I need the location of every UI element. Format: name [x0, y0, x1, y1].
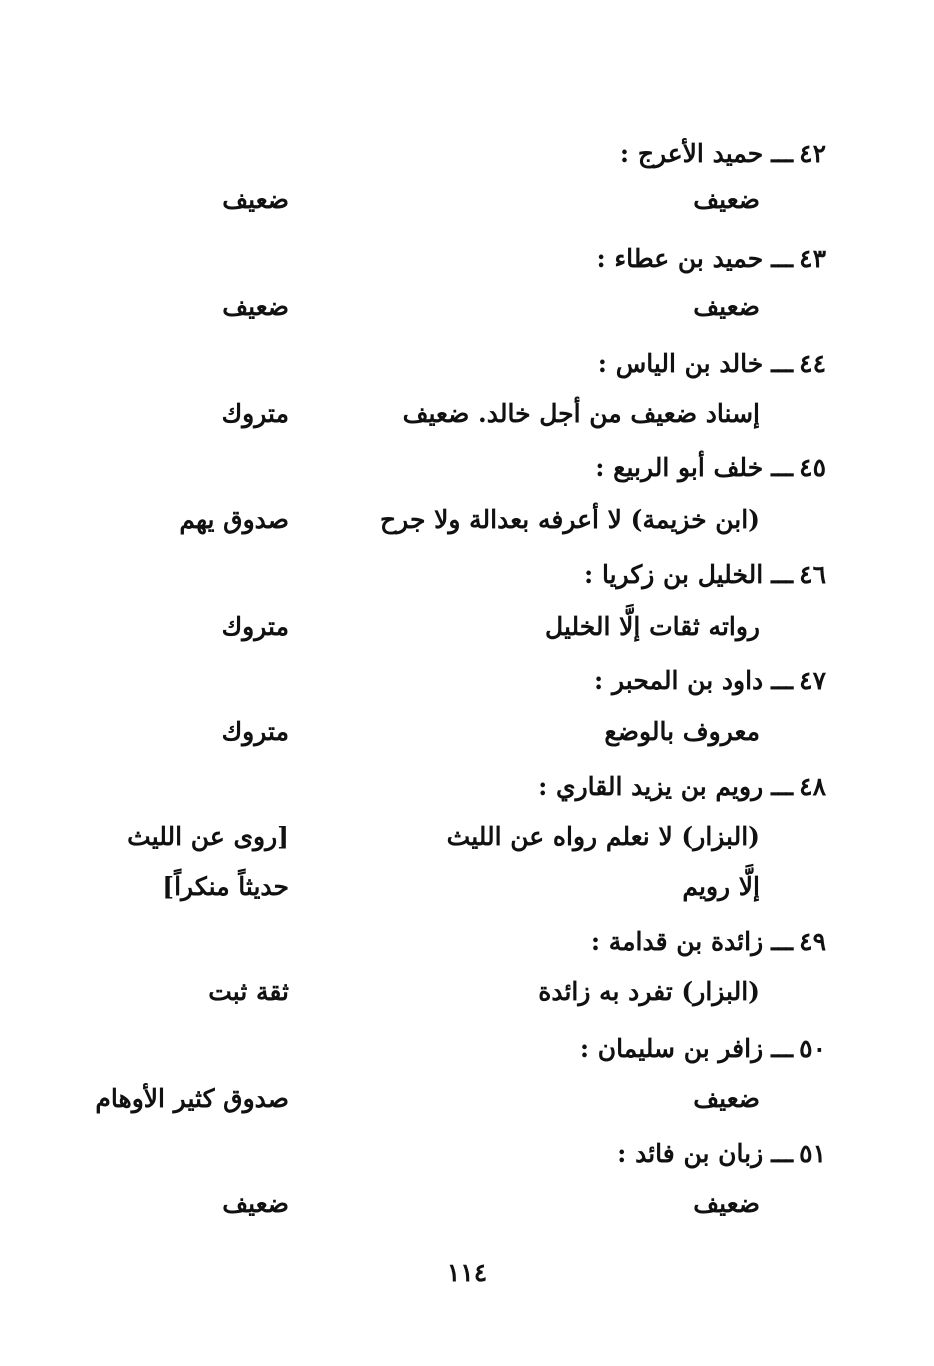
entry-comment: (البزار) تفرد به زائدة: [538, 977, 760, 1006]
entry-number: ٤٦: [799, 560, 826, 589]
entry-comment: ضعيف: [693, 1189, 760, 1218]
entry-comment: رواته ثقات إلَّا الخليل: [545, 612, 760, 641]
narrator-name: خلف أبو الربيع :: [595, 453, 764, 482]
entry-dash: ـــ: [771, 1034, 794, 1063]
entry-number: ٤٨: [799, 772, 826, 801]
entry-number: ٤٩: [799, 927, 826, 956]
entry-comment: (البزار) لا نعلم رواه عن الليث: [446, 822, 760, 851]
entry-dash: ـــ: [771, 927, 794, 956]
entry-heading: [598, 347, 826, 381]
entry-verdict: ضعيف: [222, 185, 289, 214]
entry-verdict: متروك: [221, 399, 289, 428]
entry-comment: ضعيف: [693, 292, 760, 321]
entry-heading: [594, 664, 826, 698]
entry-verdict: ثقة ثبت: [208, 977, 289, 1006]
narrator-name: حميد الأعرج :: [619, 139, 764, 168]
entry-heading: [617, 1137, 826, 1171]
entry-verdict: ضعيف: [222, 1189, 289, 1218]
narrator-name: زائدة بن قدامة :: [590, 927, 764, 956]
entry-heading: [538, 770, 826, 804]
entry-comment: ضعيف: [693, 185, 760, 214]
page-number: ١١٤: [446, 1258, 488, 1287]
entry-dash: ـــ: [771, 666, 794, 695]
entry-comment: إلَّا رويم: [682, 872, 760, 901]
entry-heading: [595, 451, 826, 485]
entry-heading: [596, 242, 826, 276]
entry-comment: معروف بالوضع: [604, 717, 760, 746]
entry-dash: ـــ: [771, 560, 794, 589]
entry-dash: ـــ: [771, 349, 794, 378]
entry-dash: ـــ: [771, 453, 794, 482]
entry-verdict: ضعيف: [222, 292, 289, 321]
narrator-name: زبان بن فائد :: [617, 1139, 764, 1168]
entry-number: ٤٢: [799, 139, 826, 168]
entry-heading: [584, 558, 826, 592]
entry-dash: ـــ: [771, 772, 794, 801]
entry-heading: [580, 1032, 826, 1066]
entry-verdict: [روى عن الليث: [127, 822, 289, 851]
entry-number: ٥١: [799, 1139, 826, 1168]
narrator-name: الخليل بن زكريا :: [584, 560, 764, 589]
entry-heading: [620, 137, 826, 171]
entry-comment: ضعيف: [693, 1084, 760, 1113]
entry-number: ٤٤: [799, 349, 826, 378]
narrator-name: خالد بن الياس :: [597, 349, 764, 378]
narrator-name: داود بن المحبر :: [594, 666, 764, 695]
narrator-name: حميد بن عطاء :: [596, 244, 764, 273]
entry-number: ٤٥: [799, 453, 826, 482]
entry-dash: ـــ: [771, 139, 794, 168]
entry-verdict: صدوق يهم: [179, 505, 289, 534]
entry-number: ٤٧: [799, 666, 826, 695]
entry-dash: ـــ: [771, 244, 794, 273]
narrator-name: رويم بن يزيد القاري :: [538, 772, 764, 801]
entry-heading: [591, 925, 826, 959]
entry-comment: (ابن خزيمة) لا أعرفه بعدالة ولا جرح: [380, 505, 760, 534]
entry-verdict: حديثاً منكراً]: [162, 872, 289, 901]
entry-verdict: متروك: [221, 717, 289, 746]
entry-comment: إسناد ضعيف من أجل خالد. ضعيف: [402, 399, 760, 428]
entry-number: ٥٠: [799, 1034, 826, 1063]
entry-verdict: صدوق كثير الأوهام: [95, 1084, 289, 1113]
narrator-name: زافر بن سليمان :: [579, 1034, 764, 1063]
entry-dash: ـــ: [771, 1139, 794, 1168]
entry-verdict: متروك: [221, 612, 289, 641]
entry-number: ٤٣: [799, 244, 826, 273]
